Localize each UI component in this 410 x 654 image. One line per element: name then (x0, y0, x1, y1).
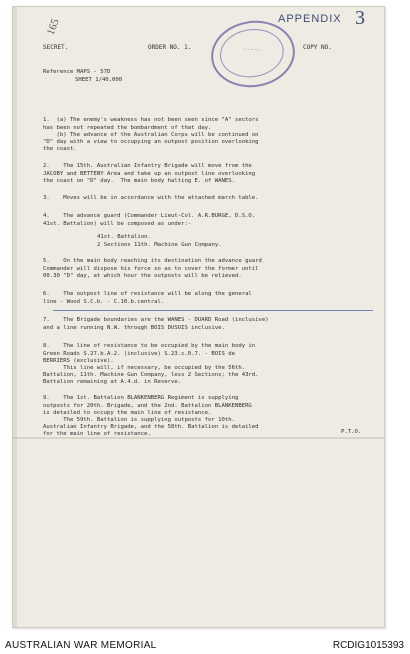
paragraph-8: 8. The line of resistance to be occupied by the main body in Green Roads S.27.b.A.2. (inclusive) S.23.c.0.7. - BOIS de BERRIERS (exclusive). This line will, if necessary, be occupied by the 56th. Battalion, 11th. Machine Gun Company, less 2 Sections; the 43rd. Battalion remaining at A.4.d. in Reserve. (43, 343, 259, 386)
advance-guard-composition: 41st. Battalion. 2 Sections 11th. Machine Gun Company. (97, 234, 222, 248)
paragraph-2: 2. The 15th. Australian Infantry Brigade will move from the JACOBY and BETTENY Area and take up an outpost line overlooking the coast on "D" day. The main body halting E. of WANES. (43, 163, 256, 184)
secret-heading: SECRET. (43, 44, 69, 51)
footer-record-id: RCDIG1015393 (332, 640, 404, 651)
footer-source: AUSTRALIAN WAR MEMORIAL (5, 640, 157, 651)
ink-stamp-lettering: ~ ~ ~ ~ ~ (243, 46, 262, 53)
paragraph-7: 7. The Brigade boundaries are the WANES - DUARD Road (inclusive) and a line running N.W. through BOIS DUSOIS inclusive. (43, 317, 269, 331)
paragraph-1: 1. (a) The enemy's weakness has not been seen since "A" sectors has been not repeated the bombardment of that day. (b) The advance of the Australian Corps will be continued on "D" day with a view to occupying an outpost position overlooking the coast. (43, 117, 259, 153)
paragraph-3: 3. Moves will be in accordance with the attached march table. (43, 195, 259, 202)
ink-stamp (207, 15, 299, 92)
struck-through-line (53, 310, 373, 311)
order-number: ORDER NO. 1. (148, 44, 192, 51)
appendix-number: 3 (355, 7, 365, 29)
page-edge (13, 7, 17, 627)
map-scale: SHEET 1/40,000 (75, 77, 123, 83)
appendix-label: APPENDIX (278, 13, 342, 25)
paragraph-5: 5. On the main body reaching its destination the advance guard Commander will dispose his force so as to cover the former until 00.30 "D" day, at which hour the outposts will be relieved. (43, 258, 262, 279)
paragraph-4: 4. The advance guard (Commander Lieut-Col. A.R.BURGE, D.S.O. 41st. Battalion) will be composed as under:- (43, 213, 256, 227)
paragraph-9: 9. The 1st. Battalion BLANKENBERG Regiment is supplying outposts for 20th. Brigade, and the 2nd. Battalion BLANKENBERG is detailed to occupy the main line of resistance. The 59th. Battalion is supplying outposts for 10th. Australian Infantry Brigade, and the 58th. Battalion is detailed for the main line of resistance. (43, 395, 259, 438)
document-page (12, 6, 385, 628)
please-turn-over: P.T.O. (341, 429, 362, 435)
corner-mark: 165 (44, 17, 62, 37)
copy-number: COPY NO. (303, 44, 332, 51)
paragraph-6: 6. The outpost line of resistance will be along the general line - Wood S.C.b. - C.10.b.central. (43, 291, 252, 305)
maps-reference: Reference MAPS - 57D (43, 69, 111, 75)
